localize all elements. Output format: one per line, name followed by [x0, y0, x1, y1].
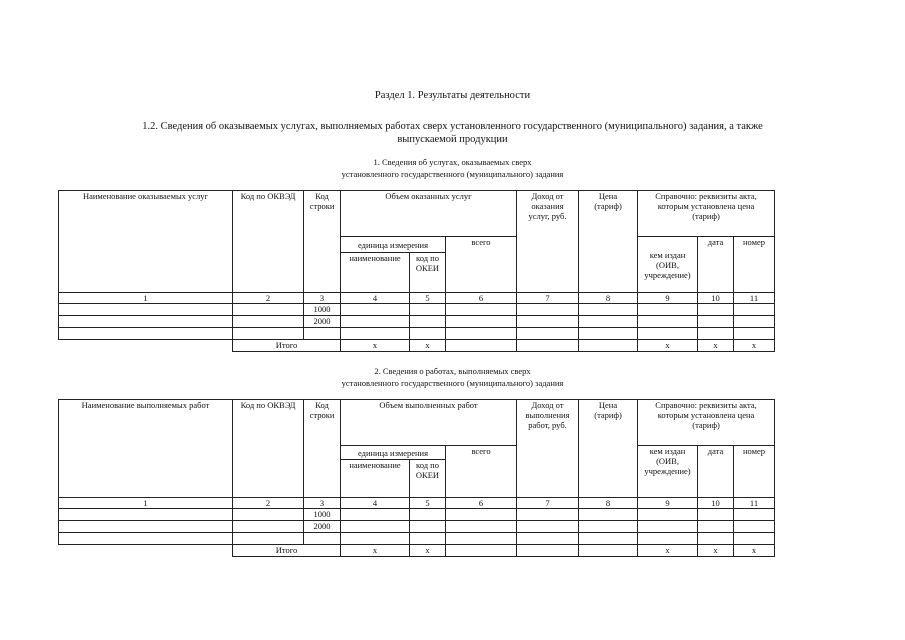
col-num: 7 — [517, 498, 579, 509]
col-num: 3 — [304, 498, 341, 509]
table-row — [59, 316, 775, 328]
header-number: номер — [734, 237, 775, 293]
row-code: 1000 — [304, 304, 341, 316]
header-okei-line-2: ОКЕИ — [415, 263, 440, 273]
header-price-line-2: (тариф) — [594, 410, 622, 420]
col-num: 11 — [734, 498, 775, 509]
col-num: 6 — [446, 293, 517, 304]
header-reference-line-1: Справочно: реквизиты акта, — [655, 191, 757, 201]
header-income — [517, 400, 579, 498]
table2-caption-line-2: установленного государственного (муниципального) задания — [341, 378, 564, 388]
header-row-code-line-1: Код — [315, 191, 329, 201]
services-table — [58, 190, 775, 352]
header-reference-line-3: (тариф) — [692, 211, 720, 221]
header-price-line-2: (тариф) — [594, 201, 622, 211]
col-num: 2 — [233, 498, 304, 509]
header-total: всего — [446, 237, 517, 293]
header-number: номер — [734, 446, 775, 498]
header-date: дата — [698, 237, 734, 293]
header-income-line-3: услуг, руб. — [528, 211, 567, 221]
header-income-line-3: работ, руб. — [528, 420, 567, 430]
header-price-line-1: Цена — [598, 400, 618, 410]
x-mark: x — [638, 545, 698, 557]
header-okei-line-1: код по — [416, 460, 439, 470]
header-issued-by-line-3: учреждение) — [644, 269, 691, 280]
header-row-code-line-1: Код — [315, 400, 329, 410]
subtitle — [0, 120, 905, 146]
header-issued-by-line-3: учреждение) — [644, 466, 691, 476]
header-issued-by-line-1: кем издан — [649, 249, 686, 260]
header-okved: Код по ОКВЭД — [233, 400, 304, 498]
header-row-code — [304, 400, 341, 498]
header-unit: единица измерения — [341, 237, 446, 253]
col-num: 10 — [698, 293, 734, 304]
header-issued-by-line-1: кем издан — [649, 446, 686, 456]
header-okei — [410, 253, 446, 293]
col-num: 8 — [579, 293, 638, 304]
header-total: всего — [446, 446, 517, 498]
table-row — [59, 509, 775, 521]
section-title: Раздел 1. Результаты деятельности — [374, 90, 531, 101]
header-unit-name: наименование — [341, 253, 410, 293]
col-num: 5 — [410, 498, 446, 509]
column-numbers-row — [59, 293, 775, 304]
table1-caption-line-1: 1. Сведения об услугах, оказываемых сверх — [373, 157, 532, 167]
table1-caption — [0, 156, 905, 180]
header-okei-line-1: код по — [416, 253, 439, 263]
x-mark: x — [410, 340, 446, 352]
header-work-name: Наименование выполняемых работ — [59, 400, 233, 498]
header-issued-by — [638, 446, 698, 498]
header-issued-by-line-2: (ОИВ, — [656, 259, 679, 270]
col-num: 4 — [341, 293, 410, 304]
header-volume: Объем выполненных работ — [341, 400, 517, 446]
total-row — [59, 545, 775, 557]
header-reference — [638, 400, 775, 446]
header-income — [517, 191, 579, 293]
header-reference-line-1: Справочно: реквизиты акта, — [655, 400, 757, 410]
table-row — [59, 304, 775, 316]
header-income-line-2: выполнения — [525, 410, 570, 420]
col-num: 8 — [579, 498, 638, 509]
table1-caption-line-2: установленного государственного (муниципального) задания — [341, 169, 564, 179]
table2-caption — [0, 365, 905, 389]
row-code: 2000 — [304, 521, 341, 533]
header-row-code — [304, 191, 341, 293]
header-income-line-1: Доход от — [531, 400, 564, 410]
x-mark: x — [341, 545, 410, 557]
x-mark: x — [698, 340, 734, 352]
total-label: Итого — [233, 340, 341, 352]
x-mark: x — [638, 340, 698, 352]
header-issued-by-line-2: (ОИВ, — [656, 456, 679, 466]
column-numbers-row — [59, 498, 775, 509]
col-num: 9 — [638, 498, 698, 509]
header-issued-by — [638, 237, 698, 293]
col-num: 6 — [446, 498, 517, 509]
table2-caption-line-1: 2. Сведения о работах, выполняемых сверх — [374, 366, 531, 376]
header-okei-line-2: ОКЕИ — [415, 470, 440, 480]
header-okved: Код по ОКВЭД — [233, 191, 304, 293]
header-income-line-1: Доход от — [531, 191, 564, 201]
header-price — [579, 191, 638, 293]
col-num: 2 — [233, 293, 304, 304]
header-service-name: Наименование оказываемых услуг — [59, 191, 233, 293]
header-reference-line-2: которым установлена цена — [657, 410, 755, 420]
x-mark: x — [698, 545, 734, 557]
col-num: 1 — [59, 498, 233, 509]
col-num: 3 — [304, 293, 341, 304]
header-volume: Объем оказанных услуг — [341, 191, 517, 237]
table-row — [59, 328, 775, 340]
header-unit-name: наименование — [341, 460, 410, 498]
x-mark: x — [734, 545, 775, 557]
x-mark: x — [734, 340, 775, 352]
total-row — [59, 340, 775, 352]
col-num: 4 — [341, 498, 410, 509]
header-reference-line-3: (тариф) — [692, 420, 720, 430]
col-num: 11 — [734, 293, 775, 304]
header-row-code-line-2: строки — [309, 410, 335, 420]
header-unit: единица измерения — [341, 446, 446, 460]
header-price — [579, 400, 638, 498]
col-num: 9 — [638, 293, 698, 304]
header-date: дата — [698, 446, 734, 498]
row-code: 1000 — [304, 509, 341, 521]
works-table — [58, 399, 775, 557]
header-income-line-2: оказания — [531, 201, 564, 211]
x-mark: x — [410, 545, 446, 557]
header-reference — [638, 191, 775, 237]
table-row — [59, 521, 775, 533]
header-row-code-line-2: строки — [309, 201, 335, 211]
header-okei — [410, 460, 446, 498]
subtitle-line-1: 1.2. Сведения об оказываемых услугах, выполняемых работах сверх установленного государственного (муниципального) задания, а также — [142, 121, 763, 132]
table-row — [59, 533, 775, 545]
col-num: 10 — [698, 498, 734, 509]
subtitle-line-2: выпускаемой продукции — [397, 134, 508, 145]
header-reference-line-2: которым установлена цена — [657, 201, 755, 211]
col-num: 5 — [410, 293, 446, 304]
total-label: Итого — [233, 545, 341, 557]
col-num: 7 — [517, 293, 579, 304]
x-mark: x — [341, 340, 410, 352]
header-price-line-1: Цена — [598, 191, 618, 201]
col-num: 1 — [59, 293, 233, 304]
row-code: 2000 — [304, 316, 341, 328]
